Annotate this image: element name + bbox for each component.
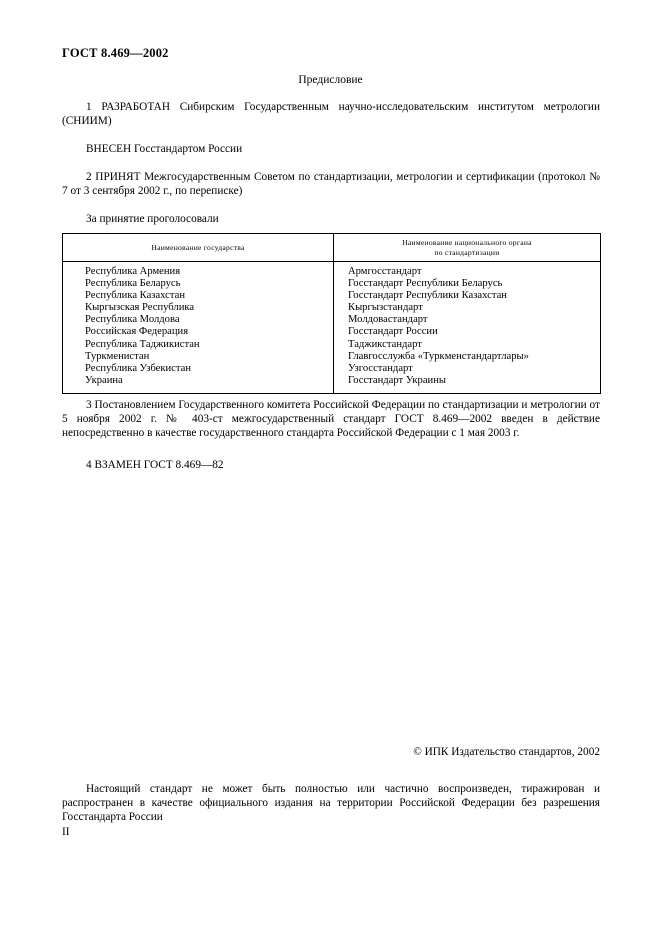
copyright-notice: © ИПК Издательство стандартов, 2002 bbox=[413, 746, 600, 758]
list-item: Туркменистан bbox=[85, 350, 150, 362]
list-item: Госстандарт Республики Беларусь bbox=[348, 278, 503, 290]
paragraph-voted-for: За принятие проголосовали bbox=[86, 213, 219, 225]
bodies-cell bbox=[334, 262, 601, 394]
paragraph-reproduction-notice: Настоящий стандарт не может быть полностью или частично воспроизведен, тиражирован и распространен в качестве официального издания на территории Российской Федерации без разрешения Госстандарта России bbox=[62, 783, 600, 824]
list-item: Молдовастандарт bbox=[348, 314, 428, 326]
list-item: Армгосстандарт bbox=[348, 266, 422, 277]
column-header-body-line2: по стандартизации bbox=[434, 247, 500, 257]
document-number-header: ГОСТ 8.469—2002 bbox=[62, 46, 169, 60]
paragraph-adopted-by: 2 ПРИНЯТ Межгосударственным Советом по стандартизации, метрологии и сертификации (протокол № 7 от 3 сентября 2002 г., по переписке) bbox=[62, 171, 600, 198]
paragraph-developed-by: 1 РАЗРАБОТАН Сибирским Государственным научно-исследовательским институтом метрологии (СНИИМ) bbox=[62, 101, 600, 128]
list-item: Узгосстандарт bbox=[348, 362, 413, 374]
list-item: Госстандарт России bbox=[348, 326, 438, 338]
list-item: Республика Казахстан bbox=[85, 290, 186, 302]
voting-states-table bbox=[62, 233, 601, 394]
column-header-state bbox=[63, 234, 334, 262]
list-item: Главгосслужба «Туркменстандартлары» bbox=[348, 350, 529, 362]
page-number: II bbox=[62, 826, 70, 838]
paragraph-supersedes: 4 ВЗАМЕН ГОСТ 8.469—82 bbox=[86, 459, 224, 471]
list-item: Украина bbox=[85, 374, 123, 386]
bodies-list bbox=[334, 266, 600, 387]
list-item: Республика Таджикистан bbox=[85, 338, 200, 350]
list-item: Республика Молдова bbox=[85, 314, 180, 326]
page-title: Предисловие bbox=[298, 74, 363, 86]
states-cell bbox=[63, 262, 334, 394]
column-header-state-label: Наименование государства bbox=[151, 242, 245, 252]
list-item: Госстандарт Украины bbox=[348, 374, 446, 386]
list-item: Российская Федерация bbox=[85, 326, 189, 338]
paragraph-enactment-decree: 3 Постановлением Государственного комитета Российской Федерации по стандартизации и метрологии от 5 ноября 2002 г. № 403-ст межгосударственный стандарт ГОСТ 8.469—2002 введен в действие непосредственно в качестве государственного стандарта Российской Федерации с 1 мая 2003 г. bbox=[62, 399, 600, 440]
table-header-row bbox=[63, 234, 601, 262]
list-item: Кыргызстандарт bbox=[348, 302, 423, 314]
table-row bbox=[63, 262, 601, 394]
paragraph-submitted-by: ВНЕСЕН Госстандартом России bbox=[86, 143, 243, 155]
states-list bbox=[63, 266, 333, 387]
list-item: Республика Беларусь bbox=[85, 278, 181, 290]
list-item: Республика Узбекистан bbox=[85, 362, 192, 374]
list-item: Кыргызская Республика bbox=[85, 302, 195, 314]
list-item: Госстандарт Республики Казахстан bbox=[348, 290, 507, 302]
list-item: Республика Армения bbox=[85, 266, 181, 277]
column-header-body-line1: Наименование национального органа bbox=[402, 237, 532, 247]
column-header-body bbox=[334, 234, 601, 262]
list-item: Таджикстандарт bbox=[348, 338, 422, 350]
